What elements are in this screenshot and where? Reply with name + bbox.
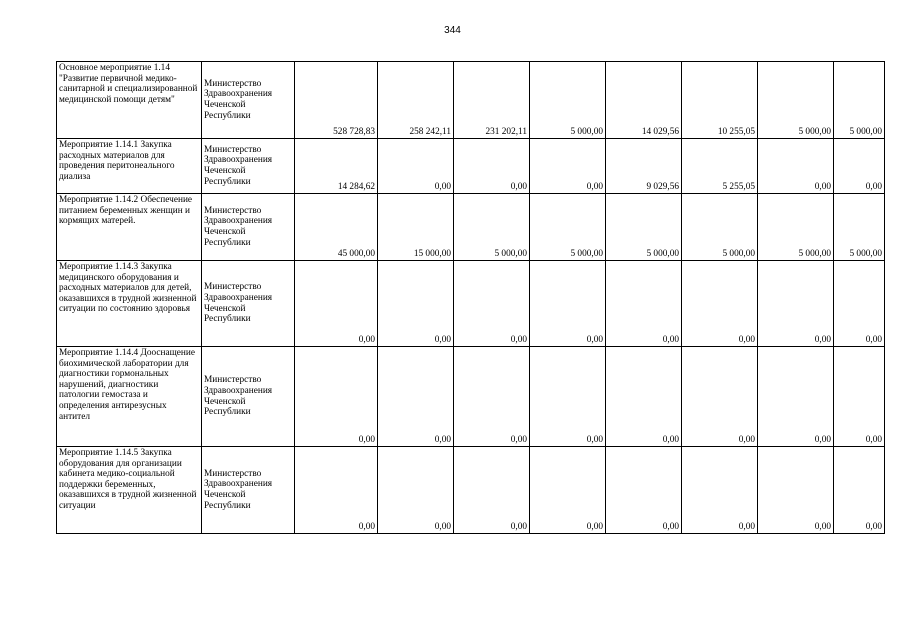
amount-cell: 528 728,83: [295, 62, 378, 139]
amount-cell: 0,00: [834, 447, 885, 534]
executor-name: Министерство Здравоохранения Чеченской Республики: [202, 261, 295, 347]
amount-cell: 5 000,00: [530, 62, 606, 139]
amount-cell: 0,00: [295, 261, 378, 347]
amount-cell: 0,00: [454, 447, 530, 534]
table-row: [57, 194, 885, 261]
amount-cell: 0,00: [530, 139, 606, 194]
executor-name: Министерство Здравоохранения Чеченской Республики: [202, 347, 295, 447]
amount-cell: 0,00: [295, 447, 378, 534]
amount-cell: 0,00: [682, 261, 758, 347]
activity-name: Мероприятие 1.14.5 Закупка оборудования для организации кабинета медико-социальной поддержки беременных, оказавшихся в трудной жизненной ситуации: [57, 447, 202, 534]
amount-cell: 15 000,00: [378, 194, 454, 261]
amount-cell: 10 255,05: [682, 62, 758, 139]
amount-cell: 14 284,62: [295, 139, 378, 194]
activity-name: Мероприятие 1.14.2 Обеспечение питанием беременных женщин и кормящих матерей.: [57, 194, 202, 261]
activity-name: Мероприятие 1.14.1 Закупка расходных материалов для проведения перитонеального диализа: [57, 139, 202, 194]
program-table: [56, 61, 885, 534]
amount-cell: 0,00: [758, 261, 834, 347]
amount-cell: 0,00: [295, 347, 378, 447]
amount-cell: 0,00: [682, 347, 758, 447]
table-row: [57, 62, 885, 139]
amount-cell: 0,00: [758, 347, 834, 447]
amount-cell: 5 000,00: [758, 62, 834, 139]
amount-cell: 0,00: [758, 447, 834, 534]
amount-cell: 5 000,00: [834, 62, 885, 139]
amount-cell: 0,00: [530, 447, 606, 534]
amount-cell: 0,00: [378, 139, 454, 194]
table-row: [57, 347, 885, 447]
executor-name: Министерство Здравоохранения Чеченской Республики: [202, 139, 295, 194]
amount-cell: 0,00: [530, 347, 606, 447]
amount-cell: 45 000,00: [295, 194, 378, 261]
amount-cell: 0,00: [378, 347, 454, 447]
amount-cell: 231 202,11: [454, 62, 530, 139]
amount-cell: 5 000,00: [758, 194, 834, 261]
amount-cell: 258 242,11: [378, 62, 454, 139]
amount-cell: 0,00: [758, 139, 834, 194]
activity-name: Мероприятие 1.14.3 Закупка медицинского оборудования и расходных материалов для детей, оказавшихся в трудной жизненной ситуации по состоянию здоровья: [57, 261, 202, 347]
amount-cell: 5 000,00: [682, 194, 758, 261]
amount-cell: 0,00: [378, 447, 454, 534]
executor-name: Министерство Здравоохранения Чеченской Республики: [202, 62, 295, 139]
table-row: [57, 447, 885, 534]
activity-name: Основное мероприятие 1.14 "Развитие первичной медико-санитарной и специализированной медицинской помощи детям": [57, 62, 202, 139]
table-row: [57, 139, 885, 194]
table-row: [57, 261, 885, 347]
amount-cell: 5 000,00: [834, 194, 885, 261]
page-number: 344: [444, 25, 461, 36]
amount-cell: 0,00: [378, 261, 454, 347]
amount-cell: 0,00: [834, 261, 885, 347]
executor-name: Министерство Здравоохранения Чеченской Республики: [202, 447, 295, 534]
amount-cell: 5 000,00: [530, 194, 606, 261]
amount-cell: 0,00: [606, 347, 682, 447]
amount-cell: 9 029,56: [606, 139, 682, 194]
amount-cell: 5 255,05: [682, 139, 758, 194]
activity-name: Мероприятие 1.14.4 Дооснащение биохимической лаборатории для диагностики гормональных нарушений, диагностики патологии гемостаза и определения антирезусных антител: [57, 347, 202, 447]
amount-cell: 5 000,00: [454, 194, 530, 261]
amount-cell: 14 029,56: [606, 62, 682, 139]
amount-cell: 0,00: [454, 139, 530, 194]
amount-cell: 0,00: [834, 347, 885, 447]
executor-name: Министерство Здравоохранения Чеченской Республики: [202, 194, 295, 261]
amount-cell: 0,00: [834, 139, 885, 194]
amount-cell: 0,00: [606, 447, 682, 534]
amount-cell: 5 000,00: [606, 194, 682, 261]
amount-cell: 0,00: [454, 347, 530, 447]
amount-cell: 0,00: [606, 261, 682, 347]
amount-cell: 0,00: [682, 447, 758, 534]
amount-cell: 0,00: [454, 261, 530, 347]
amount-cell: 0,00: [530, 261, 606, 347]
